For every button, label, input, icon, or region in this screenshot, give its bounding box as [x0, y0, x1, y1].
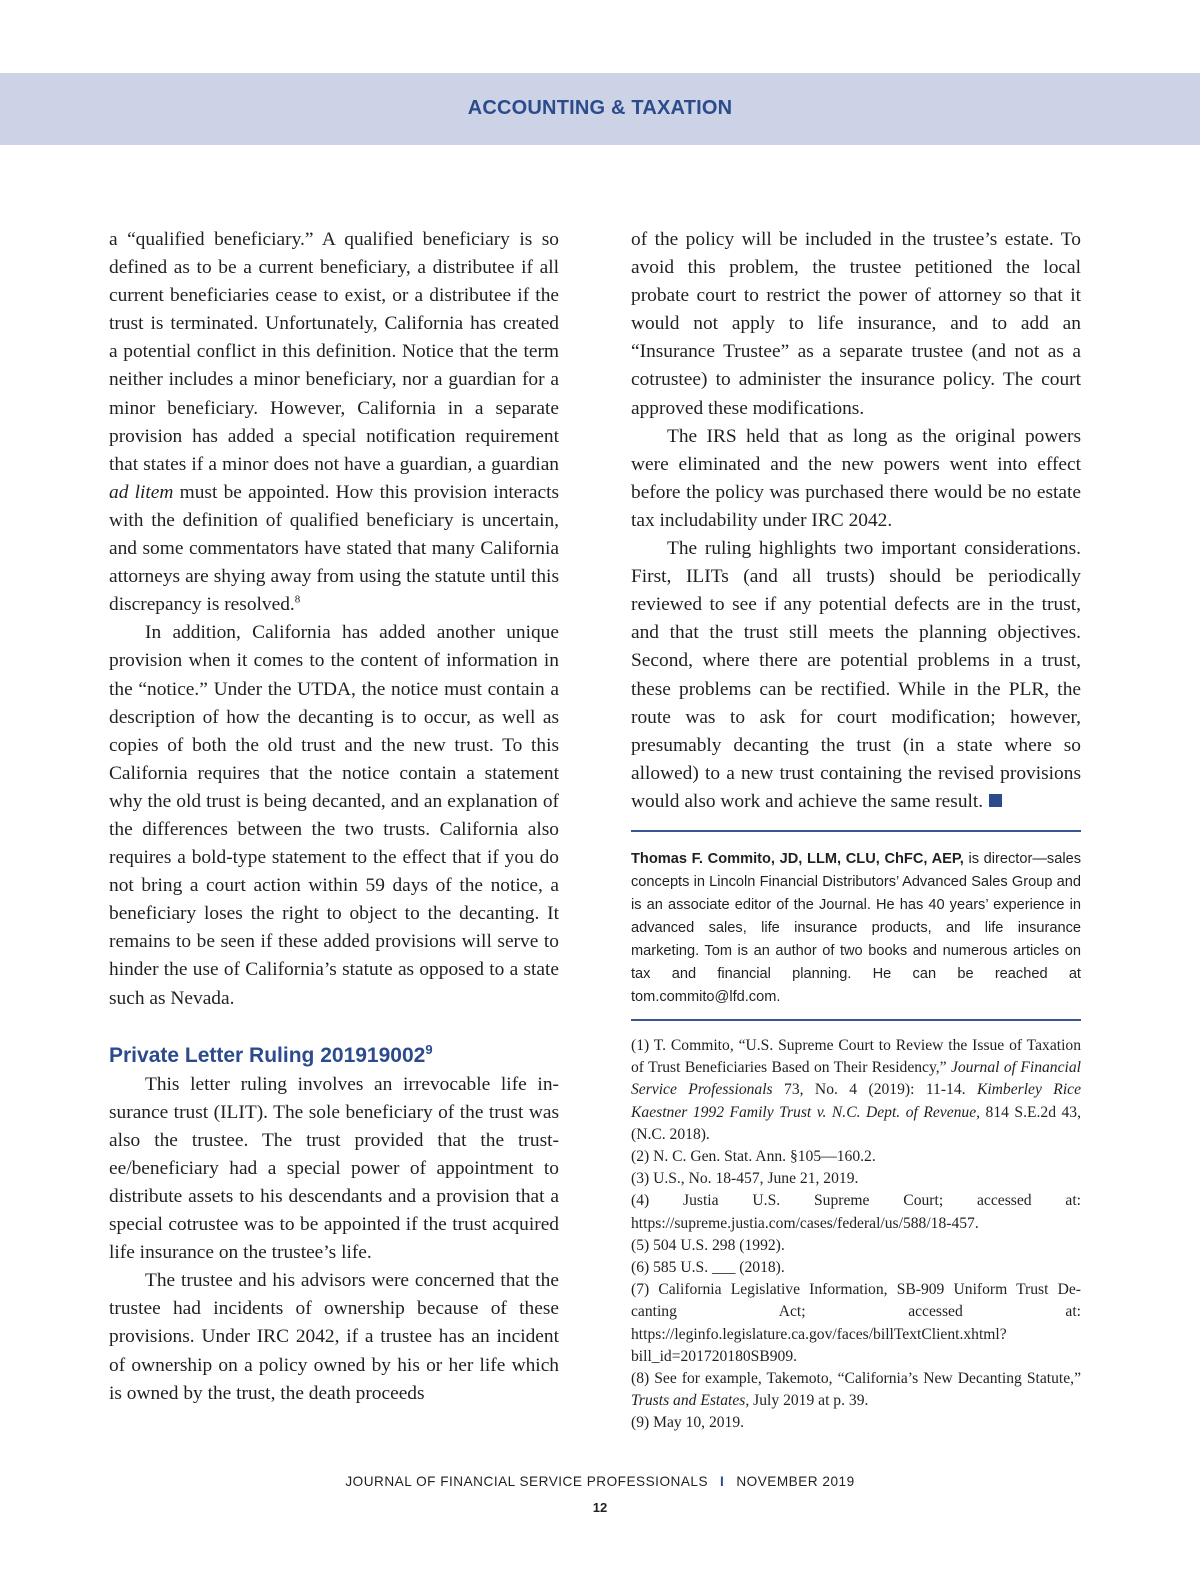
endnote: (9) May 10, 2019. [631, 1414, 745, 1432]
endnote: (2) N. C. Gen. Stat. Ann. §105—160.2. [631, 1147, 876, 1165]
endnote: (5) 504 U.S. 298 (1992). [631, 1236, 785, 1254]
end-of-article-square-icon [989, 794, 1002, 807]
text-run: (8) See for example, Takemoto, “California’s New Decanting Statute,” [631, 1370, 1081, 1388]
paragraph: of the policy will be included in the trustee’s estate. To avoid this problem, the trustee petitioned the local probate court to restrict the power of attorney so that it would not apply to life insurance, and to add an “Insurance Trustee” as a separate trustee (and not as a cotrustee) to administer the insurance policy. The court approved these modifications. [631, 229, 1081, 419]
bio-text: is director—sales concepts in Lincoln Financial Distributors’ Advanced Sales Group and is an associate editor of the Journal. He has 40 years’ experience in advanced sales, life insurance products, and life insurance marketing. Tom is an author of two books and numerous articles on tax and financial planning. He can be reached at tom.commito@lfd.com. [631, 850, 1081, 1005]
footnote-ref: 8 [294, 593, 301, 606]
italic-text: Trusts and Estates, [631, 1392, 750, 1410]
text-run: 814 S.E.2d 43, (N.C. 2018). [631, 1103, 1081, 1143]
paragraph: In addition, California has added another unique provision when it comes to the content of information in the “notice.” Under the UTDA, the notice must contain a description of how the decanting is to occur, as well as copies of both the old trust and the new trust. To this California requires that the notice contain a statement why the old trust is being decanted, and an explanation of the differences between the two trusts. California also requires a bold-type statement to the effect that if you do not bring a court action within 59 days of the notice, a beneficiary loses the right to object to the decanting. It remains to be seen if these added provisions will serve to hinder the use of California’s statute as opposed to a state such as Nevada. [109, 622, 559, 1009]
italic-text: Kimberley Rice Kaestner 1992 Family Trust v. N.C. Dept. of Revenue, [631, 1081, 1082, 1121]
issue-date: NOVEMBER 2019 [736, 1474, 855, 1489]
author-name: Thomas F. Commito, JD, LLM, CLU, ChFC, AEP, [631, 850, 964, 867]
text-run: July 2019 at p. 39. [749, 1392, 869, 1410]
paragraph: The IRS held that as long as the original powers were eliminated and the new powers went into effect before the policy was purchased there would be no estate tax includability under IRC 2042. [631, 425, 1081, 531]
paragraph [631, 535, 1081, 816]
page-number: 12 [592, 1500, 608, 1515]
text-run: The ruling highlights two important considerations. First, ILITs (and all trusts) should be periodically reviewed to see if any potential defects are in the trust, and that the trust still meets the planning objectives. Second, where there are potential problems in a trust, these problems can be rectified. While in the PLR, the route was to ask for court modification; however, presumably decanting the trust (in a state where so allowed) to a new trust containing the revised provisions would also work and achieve the same result. [631, 538, 1081, 812]
text-run: a “qualified beneficiary.” A qualified beneficiary is so defined as to be a current beneficiary, a distributee if all current beneficiaries cease to exist, or a distributee if the trust is terminated. Unfortunately, California has created a potential conflict in this definition. Notice that the term neither includes a minor beneficiary, nor a guardian for a minor beneficiary. However, California in a separate provision has added a special notification requirement that states if a minor does not have a guardian, a guardian [109, 229, 559, 475]
paragraph: This letter ruling involves an irrevocable life insurance trust (ILIT). The sole beneficiary of the trust was also the trustee. The trust provided that the trustee/beneficiary had a special power of appointment to distribute assets to his descendants and a provision that a special cotrustee was to be appointed if the trust acquired life insurance on the trustee’s life. [109, 1073, 559, 1264]
footer-separator: I [720, 1474, 725, 1489]
journal-name: JOURNAL OF FINANCIAL SERVICE PROFESSIONALS [345, 1474, 709, 1489]
author-bio [631, 848, 1081, 1009]
right-column [631, 226, 1081, 1435]
text-run: must be appointed. How this provision interacts with the definition of qualified beneficiary is uncertain, and some commentators have stated that many California attorneys are shying away from using the statute until this discrepancy is resolved. [109, 481, 559, 616]
paragraph: The trustee and his advisors were concerned that the trustee had incidents of ownership because of these provisions. Under IRC 2042, if a trustee has an incident of ownership on a policy owned by his or her life which is owned by the trust, the death proceeds [109, 1270, 559, 1404]
footnote-ref: 9 [425, 1041, 433, 1057]
divider [631, 1019, 1081, 1021]
section-heading [109, 1035, 559, 1071]
endnote: (4) Justia U.S. Supreme Court; accessed at: https://supreme.justia.com/cases/federal/us/588/18-457. [631, 1192, 1081, 1232]
endnote [631, 1035, 1081, 1146]
running-footer [0, 1474, 1200, 1489]
endnote: (6) 585 U.S. ___ (2018). [631, 1259, 785, 1276]
text-run: 73, No. 4 (2019): 11-14. [772, 1081, 977, 1099]
italic-text: Journal of Financial Service Professionals [631, 1059, 1081, 1099]
endnote: (3) U.S., No. 18-457, June 21, 2019. [631, 1170, 859, 1188]
left-column [109, 226, 559, 1408]
divider [631, 830, 1081, 832]
endnote: (7) California Legislative Information, SB-909 Uniform Trust Decanting Act; accessed at: https://leginfo.legislature.ca.gov/faces/billTextClient.xhtml?bill_id=201720180SB909. [631, 1281, 1081, 1365]
section-title: ACCOUNTING & TAXATION [467, 97, 733, 119]
text-run: (1) T. Commito, “U.S. Supreme Court to Review the Issue of Taxation of Trust Beneficiaries Based on Their Residency,” [631, 1036, 1081, 1077]
endnote [631, 1368, 1081, 1412]
italic-text: ad litem [109, 481, 174, 503]
paragraph [109, 226, 559, 619]
endnotes [631, 1035, 1081, 1435]
heading-text: Private Letter Ruling 201919002 [109, 1043, 426, 1067]
